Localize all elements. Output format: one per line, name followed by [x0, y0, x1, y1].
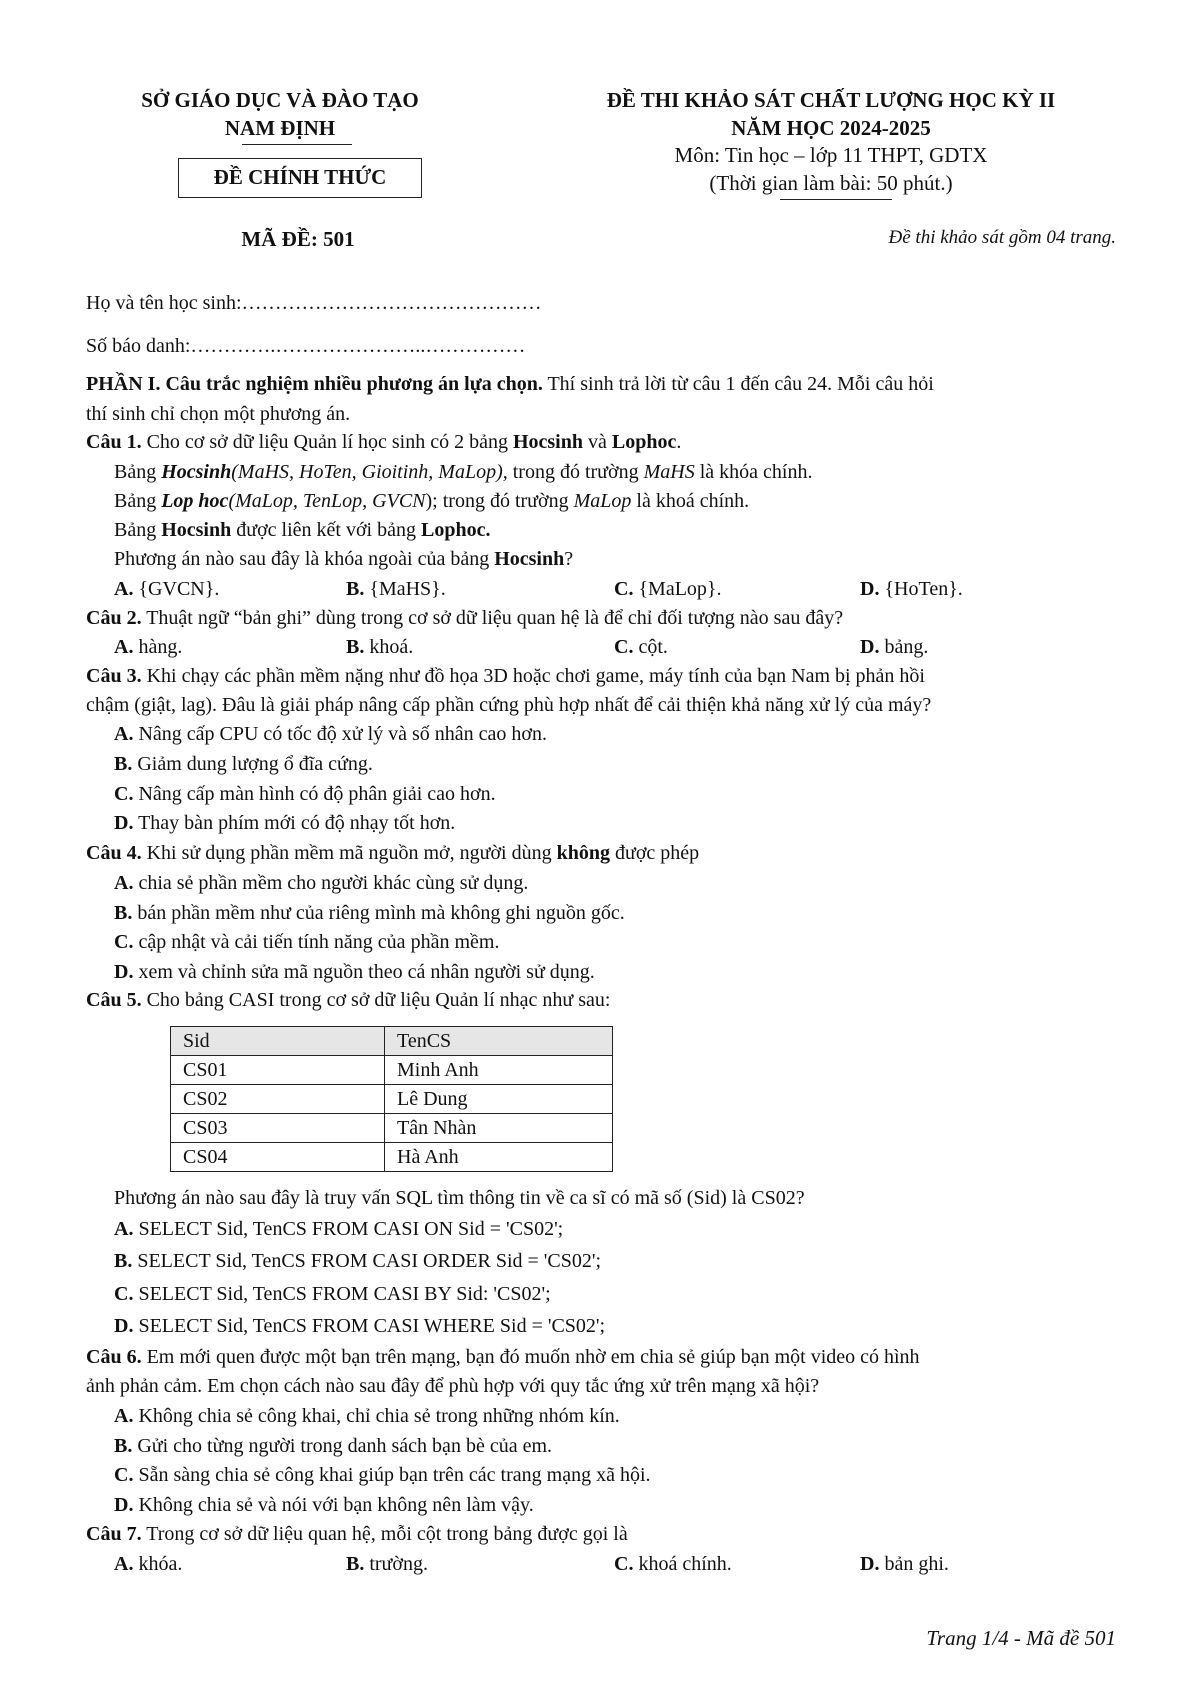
question-4-option-b: B. bán phần mềm như của riêng mình mà không ghi nguồn gốc.	[114, 902, 625, 924]
part1-instruction: PHẦN I. Câu trắc nghiệm nhiều phương án lựa chọn. Thí sinh trả lời từ câu 1 đến câu 24. Mỗi câu hỏi	[86, 373, 934, 395]
exam-code: MÃ ĐỀ: 501	[241, 227, 355, 251]
table-cell: Lê Dung	[385, 1085, 613, 1114]
question-6-option-d: D. Không chia sẻ và nói với bạn không nên làm vậy.	[114, 1494, 534, 1516]
question-7-option-d: D. bản ghi.	[860, 1553, 949, 1575]
question-1-line-4: Phương án nào sau đây là khóa ngoài của bảng Hocsinh?	[114, 548, 574, 570]
question-3-option-d: D. Thay bàn phím mới có độ nhạy tốt hơn.	[114, 812, 456, 834]
question-4-option-c: C. cập nhật và cải tiến tính năng của phần mềm.	[114, 931, 500, 953]
table-cell: Tân Nhàn	[385, 1114, 613, 1143]
question-5-stem: Câu 5. Cho bảng CASI trong cơ sở dữ liệu Quản lí nhạc như sau:	[86, 989, 611, 1011]
question-7-option-c: C. khoá chính.	[614, 1553, 732, 1575]
question-6-option-b: B. Gửi cho từng người trong danh sách bạn bè của em.	[114, 1435, 553, 1457]
table-row	[171, 1143, 613, 1172]
question-5-option-b: B. SELECT Sid, TenCS FROM CASI ORDER Sid = 'CS02';	[114, 1250, 602, 1272]
question-1-option-b: B. {MaHS}.	[346, 578, 446, 600]
question-2-option-d: D. bảng.	[860, 636, 929, 658]
table-cell: CS02	[171, 1085, 385, 1114]
table-header-row	[171, 1027, 613, 1056]
question-6-option-a: A. Không chia sẻ công khai, chỉ chia sẻ trong những nhóm kín.	[114, 1405, 620, 1427]
time-underline	[780, 199, 892, 200]
page-footer: Trang 1/4 - Mã đề 501	[926, 1626, 1116, 1650]
question-1-line-2: Bảng Lop hoc(MaLop, TenLop, GVCN); trong đó trường MaLop là khoá chính.	[114, 490, 750, 512]
part1-title: PHẦN I. Câu trắc nghiệm nhiều phương án lựa chọn.	[86, 373, 543, 395]
question-1-option-d: D. {HoTen}.	[860, 578, 963, 600]
question-7-option-a: A. khóa.	[114, 1553, 183, 1575]
table-header-cell: TenCS	[385, 1027, 613, 1056]
question-1-line-1: Bảng Hocsinh(MaHS, HoTen, Gioitinh, MaLop), trong đó trường MaHS là khóa chính.	[114, 461, 813, 483]
question-4-stem: Câu 4. Khi sử dụng phần mềm mã nguồn mở, người dùng không được phép	[86, 842, 700, 864]
table-cell: CS04	[171, 1143, 385, 1172]
header-org: SỞ GIÁO DỤC VÀ ĐÀO TẠO	[141, 88, 419, 112]
question-3-option-a: A. Nâng cấp CPU có tốc độ xử lý và số nhân cao hơn.	[114, 723, 548, 745]
time-limit: (Thời gian làm bài: 50 phút.)	[709, 171, 953, 195]
question-1-line-3: Bảng Hocsinh được liên kết với bảng Lophoc.	[114, 519, 491, 541]
table-cell: CS03	[171, 1114, 385, 1143]
student-name-field: Họ và tên học sinh:………………………………………	[86, 292, 542, 314]
question-2-option-c: C. cột.	[614, 636, 668, 658]
question-6-stem-cont: ảnh phản cảm. Em chọn cách nào sau đây để phù hợp với quy tắc ứng xử trên mạng xã hội?	[86, 1375, 820, 1397]
part1-instruction-cont: thí sinh chỉ chọn một phương án.	[86, 403, 351, 425]
table-row	[171, 1114, 613, 1143]
exam-title: ĐỀ THI KHẢO SÁT CHẤT LƯỢNG HỌC KỲ II	[606, 88, 1056, 112]
question-7-option-b: B. trường.	[346, 1553, 428, 1575]
table-header-cell: Sid	[171, 1027, 385, 1056]
table-cell: Hà Anh	[385, 1143, 613, 1172]
question-6-option-c: C. Sẵn sàng chia sẻ công khai giúp bạn trên các trang mạng xã hội.	[114, 1464, 651, 1486]
question-1-stem: Câu 1. Cho cơ sở dữ liệu Quản lí học sinh có 2 bảng Hocsinh và Lophoc.	[86, 431, 682, 453]
subject: Môn: Tin học – lớp 11 THPT, GDTX	[674, 143, 988, 167]
school-year: NĂM HỌC 2024-2025	[731, 116, 931, 140]
table-cell: CS01	[171, 1056, 385, 1085]
question-3-stem-cont: chậm (giật, lag). Đâu là giải pháp nâng cấp phần cứng phù hợp nhất để cải thiện khả năng xử lý của máy?	[86, 694, 932, 716]
question-1-option-a: A. {GVCN}.	[114, 578, 220, 600]
table-row	[171, 1056, 613, 1085]
question-6-stem: Câu 6. Em mới quen được một bạn trên mạng, bạn đó muốn nhờ em chia sẻ giúp bạn một video có hình	[86, 1346, 920, 1368]
pages-note: Đề thi khảo sát gồm 04 trang.	[888, 227, 1116, 248]
question-3-option-b: B. Giảm dung lượng ổ đĩa cứng.	[114, 753, 373, 775]
header-province: NAM ĐỊNH	[224, 116, 336, 140]
question-3-stem: Câu 3. Khi chạy các phần mềm nặng như đồ họa 3D hoặc chơi game, máy tính của bạn Nam bị phản hồi	[86, 665, 925, 687]
question-2-option-b: B. khoá.	[346, 636, 414, 658]
question-5-option-a: A. SELECT Sid, TenCS FROM CASI ON Sid = 'CS02';	[114, 1218, 564, 1240]
question-7-stem: Câu 7. Trong cơ sở dữ liệu quan hệ, mỗi cột trong bảng được gọi là	[86, 1523, 628, 1545]
question-5-query: Phương án nào sau đây là truy vấn SQL tìm thông tin về ca sĩ có mã số (Sid) là CS02?	[114, 1187, 805, 1209]
question-3-option-c: C. Nâng cấp màn hình có độ phân giải cao hơn.	[114, 783, 496, 805]
question-2-option-a: A. hàng.	[114, 636, 183, 658]
student-id-field: Số báo danh:………….…………………..……………	[86, 335, 526, 357]
question-2-stem: Câu 2. Thuật ngữ “bản ghi” dùng trong cơ sở dữ liệu quan hệ là để chỉ đối tượng nào sau đây?	[86, 607, 844, 629]
question-4-option-a: A. chia sẻ phần mềm cho người khác cùng sử dụng.	[114, 872, 529, 894]
question-5-option-d: D. SELECT Sid, TenCS FROM CASI WHERE Sid = 'CS02';	[114, 1315, 606, 1337]
question-1-option-c: C. {MaLop}.	[614, 578, 722, 600]
question-5-option-c: C. SELECT Sid, TenCS FROM CASI BY Sid: 'CS02';	[114, 1283, 551, 1305]
table-cell: Minh Anh	[385, 1056, 613, 1085]
casi-table	[170, 1026, 613, 1172]
official-box: ĐỀ CHÍNH THỨC	[178, 158, 422, 198]
table-row	[171, 1085, 613, 1114]
province-underline	[242, 144, 352, 145]
question-4-option-d: D. xem và chỉnh sửa mã nguồn theo cá nhân người sử dụng.	[114, 961, 595, 983]
